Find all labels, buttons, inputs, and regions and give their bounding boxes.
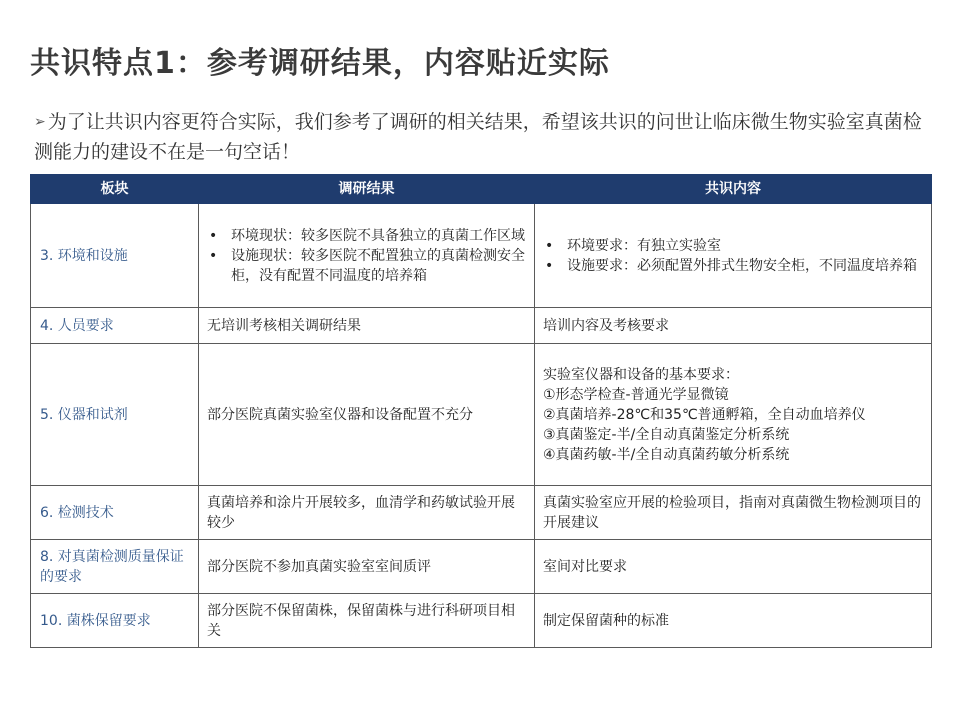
section-cell: 6. 检测技术 (31, 486, 199, 540)
consensus-cell (535, 344, 932, 486)
column-header-consensus: 共识内容 (535, 175, 932, 204)
list-item: • 环境要求：有独立实验室 (567, 236, 923, 256)
survey-cell (199, 204, 535, 308)
consensus-line: 实验室仪器和设备的基本要求： (543, 366, 739, 383)
table-header-row (31, 175, 932, 204)
survey-cell: 真菌培养和涂片开展较多，血清学和药敏试验开展较少 (199, 486, 535, 540)
table-row (31, 344, 932, 486)
intro-text: 为了让共识内容更符合实际，我们参考了调研的相关结果，希望该共识的问世让临床微生物实验室真菌检测能力的建设不在是一句空话！ (34, 111, 922, 163)
section-cell: 8. 对真菌检测质量保证的要求 (31, 540, 199, 594)
table-row (31, 308, 932, 344)
consensus-table (30, 174, 932, 648)
survey-cell: 部分医院真菌实验室仪器和设备配置不充分 (199, 344, 535, 486)
table-row (31, 540, 932, 594)
arrow-bullet-icon: ➢ (34, 114, 46, 130)
section-cell: 4. 人员要求 (31, 308, 199, 344)
consensus-line: ①形态学检查-普通光学显微镜 (543, 386, 729, 403)
table-row (31, 486, 932, 540)
list-item: • 环境现状：较多医院不具备独立的真菌工作区域 (231, 226, 526, 246)
consensus-cell: 真菌实验室应开展的检验项目，指南对真菌微生物检测项目的开展建议 (535, 486, 932, 540)
list-item: • 设施要求：必须配置外排式生物安全柜，不同温度培养箱 (567, 256, 923, 276)
consensus-line: ②真菌培养-28℃和35℃普通孵箱，全自动血培养仪 (543, 406, 866, 423)
consensus-cell (535, 204, 932, 308)
column-header-section: 板块 (31, 175, 199, 204)
table-row (31, 204, 932, 308)
list-item: • 设施现状：较多医院不配置独立的真菌检测安全柜，没有配置不同温度的培养箱 (231, 246, 526, 286)
consensus-cell: 室间对比要求 (535, 540, 932, 594)
consensus-cell: 培训内容及考核要求 (535, 308, 932, 344)
consensus-cell: 制定保留菌种的标准 (535, 594, 932, 648)
intro-paragraph (34, 108, 924, 166)
consensus-line: ③真菌鉴定-半/全自动真菌鉴定分析系统 (543, 426, 790, 443)
table-row (31, 594, 932, 648)
survey-list (207, 226, 526, 286)
survey-cell: 部分医院不参加真菌实验室室间质评 (199, 540, 535, 594)
survey-cell: 无培训考核相关调研结果 (199, 308, 535, 344)
slide-title: 共识特点1：参考调研结果，内容贴近实际 (30, 46, 610, 81)
consensus-line: ④真菌药敏-半/全自动真菌药敏分析系统 (543, 446, 790, 463)
section-cell: 10. 菌株保留要求 (31, 594, 199, 648)
column-header-survey: 调研结果 (199, 175, 535, 204)
section-cell: 3. 环境和设施 (31, 204, 199, 308)
consensus-list (543, 236, 923, 276)
section-cell: 5. 仪器和试剂 (31, 344, 199, 486)
survey-cell: 部分医院不保留菌株，保留菌株与进行科研项目相关 (199, 594, 535, 648)
